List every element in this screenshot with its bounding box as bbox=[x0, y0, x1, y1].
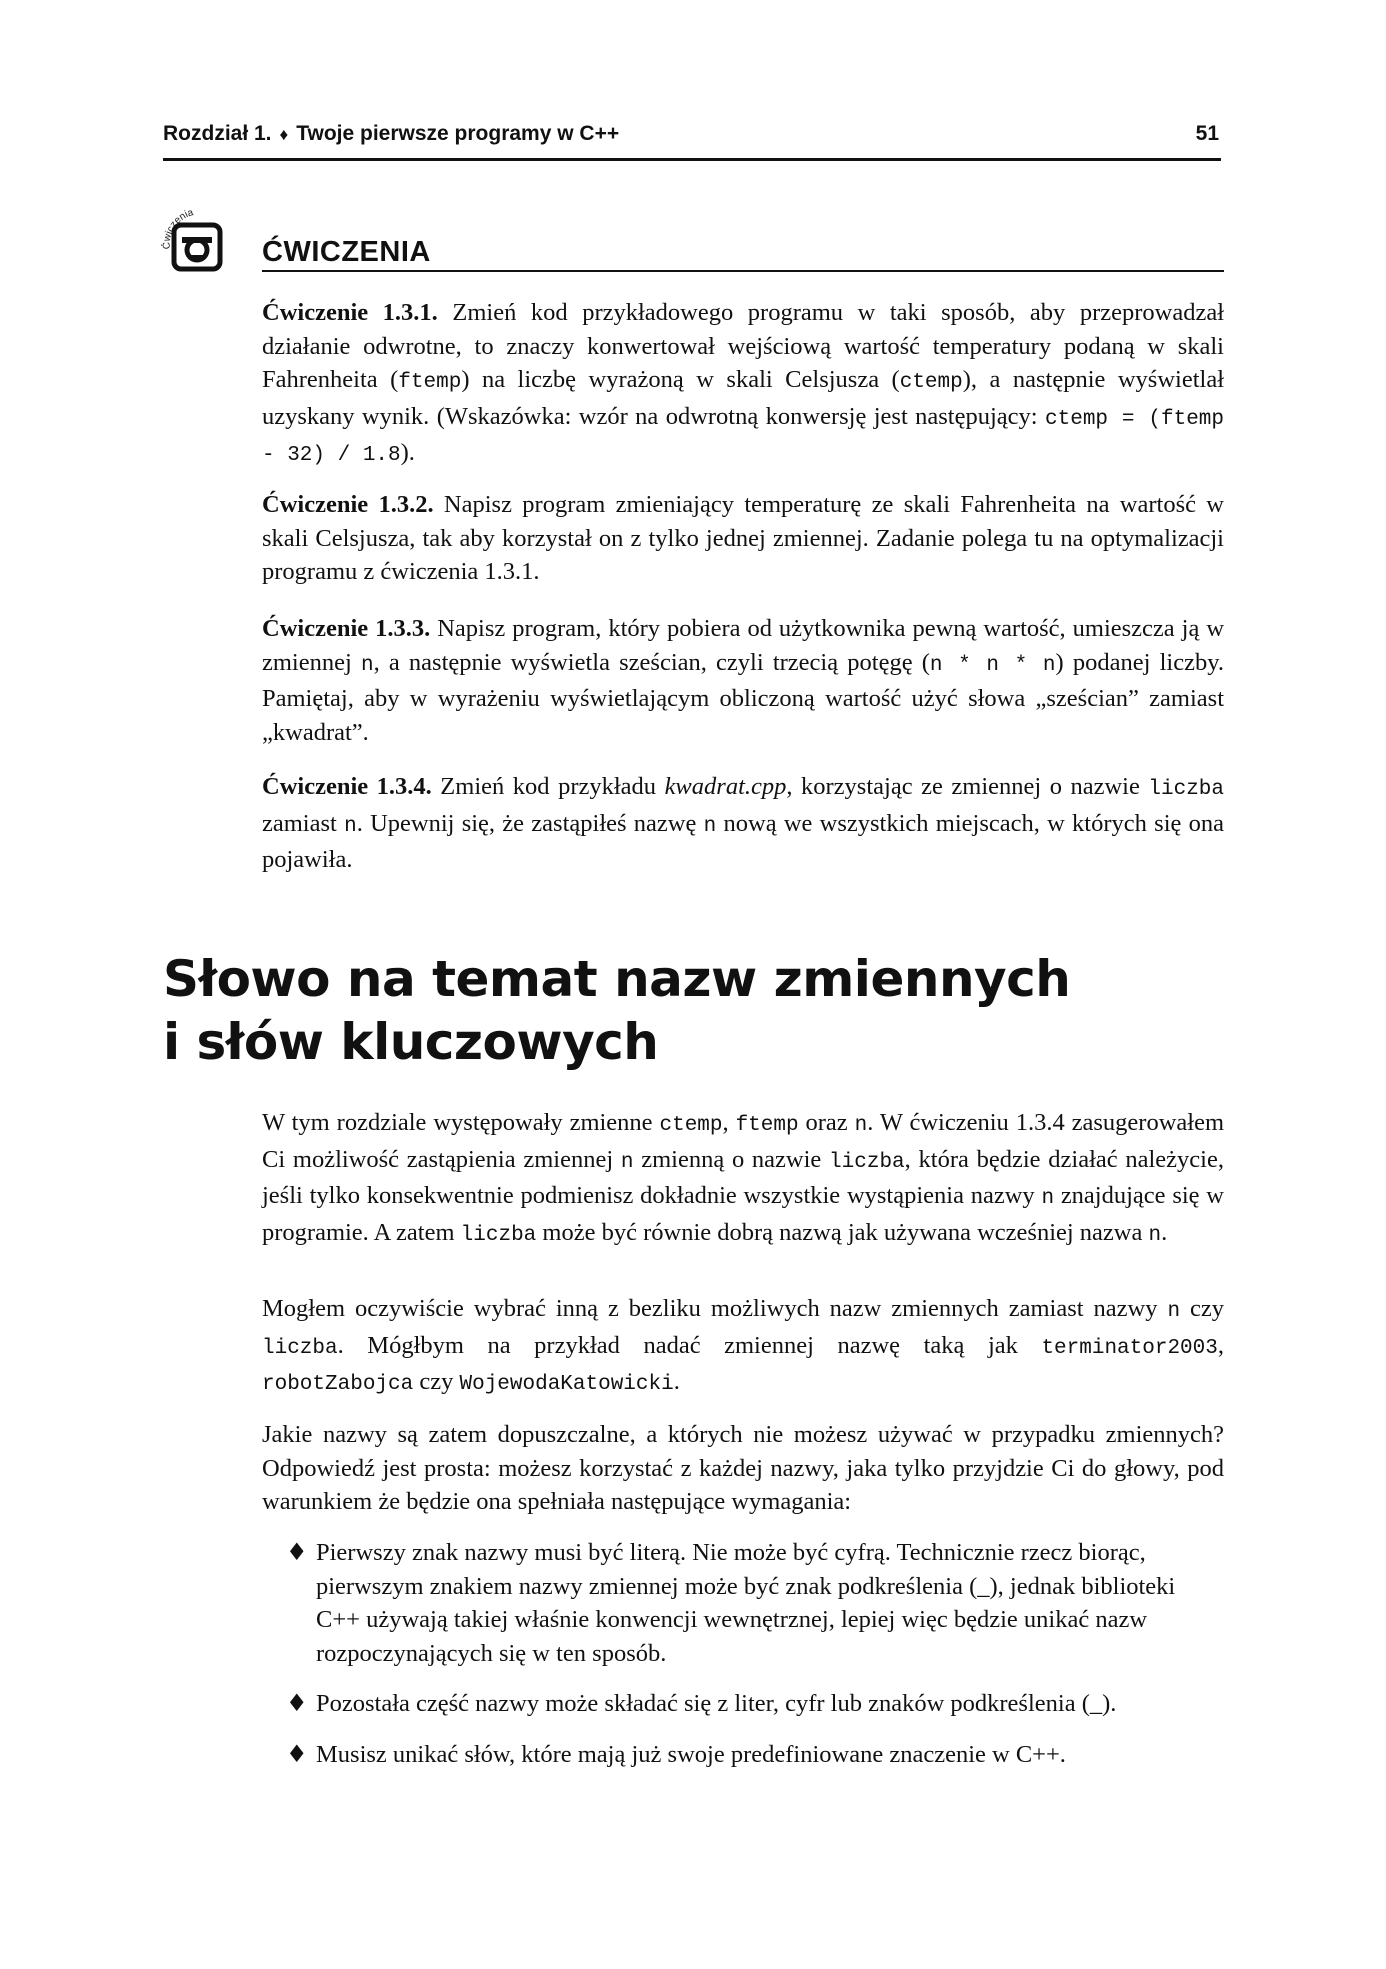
code-inline: n * n * n bbox=[929, 653, 1056, 677]
filename-italic: kwadrat.cpp bbox=[664, 773, 787, 800]
diamond-bullet-icon: ♦ bbox=[286, 1538, 308, 1566]
running-header bbox=[163, 118, 1221, 161]
list-item-text: Musisz unikać słów, które mają już swoje predefiniowane znaczenie w C++. bbox=[316, 1740, 1066, 1768]
code-inline: liczba bbox=[1148, 778, 1225, 801]
code-inline: n bbox=[1148, 1223, 1162, 1247]
paragraph-text: W tym rozdziale występowały zmienne bbox=[262, 1109, 660, 1136]
code-inline: terminator2003 bbox=[1041, 1336, 1218, 1360]
exercise-text: . Upewnij się, że zastąpiłeś nazwę bbox=[356, 809, 704, 837]
paragraph-3 bbox=[262, 1418, 1224, 1519]
diamond-icon: ♦ bbox=[279, 125, 289, 144]
list-item-text: Pozostała część nazwy może składać się z liter, cyfr lub znaków podkreślenia (_). bbox=[316, 1690, 1117, 1717]
diamond-bullet-icon: ♦ bbox=[286, 1689, 308, 1717]
exercise-text: Zmień kod przykładowego programu w taki sposób, aby przeprowadzał działanie odwrotne, to znaczy konwertował wejściową wartość temperatury podaną w skali Fahrenheita ( bbox=[262, 299, 1225, 393]
exercise-1-3-4 bbox=[262, 770, 1224, 877]
section-heading bbox=[163, 948, 1223, 1074]
paragraph-text: . bbox=[673, 1368, 680, 1395]
code-inline: n bbox=[854, 1114, 868, 1137]
exercise-1-3-1 bbox=[262, 296, 1224, 473]
paragraph-text: , bbox=[722, 1109, 736, 1136]
exercise-text: , a następnie wyświetla sześcian, czyli trzecią potęgę ( bbox=[373, 648, 930, 676]
code-inline: ctemp bbox=[899, 371, 963, 394]
code-inline: WojewodaKatowicki bbox=[459, 1373, 674, 1396]
code-inline: n bbox=[344, 814, 357, 838]
paragraph-text: , która będzie działać należycie, jeśli tylko konsekwentnie podmienisz dokładnie wszystkie wystąpienia nazwy bbox=[262, 1145, 1224, 1209]
paragraph-text: . W ćwiczeniu 1.3.4 zasugerowałem Ci możliwość zastąpienia zmiennej bbox=[262, 1109, 1224, 1173]
code-inline: n bbox=[1167, 1300, 1181, 1323]
exercise-text: Napisz program, który pobiera od użytkownika pewną wartość, umieszcza ją w zmiennej bbox=[262, 615, 1225, 676]
exercise-text: ) podanej liczby. Pamiętaj, aby w wyrażeniu wyświetlającym obliczoną wartość użyć słowa „sześcian” zamiast „kwadrat”. bbox=[262, 648, 1224, 746]
exercise-label: Ćwiczenie 1.3.1. bbox=[262, 299, 438, 326]
list-item-text: Pierwszy znak nazwy musi być literą. Nie może być cyfrą. Technicznie rzecz biorąc, pierwszym znakiem nazwy zmiennej może być znak podkreślenia (_), jednak biblioteki C++ używają takiej właśnie konwencji wewnętrznej, lepiej więc będzie unikać nazw rozpoczynających się w ten sposób. bbox=[316, 1539, 1176, 1667]
exercises-heading bbox=[262, 236, 1224, 272]
code-inline: ftemp bbox=[398, 371, 462, 394]
code-inline: liczba bbox=[829, 1150, 905, 1174]
code-inline: robotZabojca bbox=[262, 1373, 414, 1396]
code-inline: n bbox=[703, 814, 717, 838]
paragraph-text: czy bbox=[1180, 1295, 1224, 1322]
chapter-number: Rozdział 1. bbox=[163, 122, 272, 145]
exercise-label: Ćwiczenie 1.3.4. bbox=[262, 773, 432, 800]
list-item bbox=[286, 1687, 1206, 1721]
exercise-1-3-2 bbox=[262, 488, 1224, 589]
diamond-bullet-icon: ♦ bbox=[286, 1739, 308, 1768]
paragraph-text: . Mógłbym na przykład nadać zmiennej nazwę taką jak bbox=[337, 1331, 1042, 1359]
code-inline: liczba bbox=[262, 1336, 338, 1360]
exercise-text: ), a następnie wyświetlał uzyskany wynik. (Wskazówka: wzór na odwrotną konwersję jest następujący: bbox=[262, 366, 1225, 430]
code-inline: ctemp = (ftemp - 32) / 1.8 bbox=[262, 407, 1224, 467]
exercise-text: nową we wszystkich miejscach, w których się ona pojawiła. bbox=[262, 809, 1225, 873]
list-item bbox=[286, 1738, 1206, 1772]
exercise-text: ). bbox=[400, 439, 415, 466]
chapter-title bbox=[163, 122, 619, 146]
exercise-1-3-3 bbox=[262, 612, 1224, 749]
paragraph-text: znajdujące się w programie. A zatem bbox=[262, 1182, 1224, 1246]
paragraph-text: Mogłem oczywiście wybrać inną z bezliku możliwych nazw zmiennych zamiast nazwy bbox=[262, 1295, 1168, 1322]
code-inline: n bbox=[620, 1150, 634, 1174]
code-inline: liczba bbox=[460, 1223, 537, 1247]
paragraph-text: . bbox=[1161, 1218, 1168, 1246]
exercise-text: Zmień kod przykładu bbox=[431, 773, 665, 800]
requirements-list bbox=[286, 1536, 1206, 1788]
exercise-label: Ćwiczenie 1.3.2. bbox=[262, 491, 434, 518]
paragraph-text: Jakie nazwy są zatem dopuszczalne, a których nie możesz używać w przypadku zmiennych? Odpowiedź jest prosta: możesz korzystać z każdej nazwy, jaka tylko przyjdzie Ci do głowy, pod warunkiem że będzie ona spełniała następujące wymagania: bbox=[262, 1421, 1224, 1515]
code-inline: ctemp bbox=[659, 1114, 723, 1137]
section-heading-line-2: i słów kluczowych bbox=[163, 1013, 659, 1071]
section-heading-line-1: Słowo na temat nazw zmiennych bbox=[163, 950, 1071, 1008]
paragraph-text: zmienną o nazwie bbox=[633, 1145, 830, 1173]
exercise-text: zamiast bbox=[262, 809, 345, 837]
exercise-label: Ćwiczenie 1.3.3. bbox=[262, 615, 431, 642]
page-number: 51 bbox=[1195, 122, 1219, 145]
exercise-text: ) na liczbę wyrażoną w skali Celsjusza ( bbox=[461, 366, 900, 393]
chapter-name: Twoje pierwsze programy w C++ bbox=[296, 122, 620, 145]
paragraph-text: czy bbox=[413, 1368, 460, 1395]
code-inline: ftemp bbox=[735, 1114, 799, 1137]
paragraph-2 bbox=[262, 1292, 1224, 1402]
exercises-icon-label: Ćwiczenia bbox=[161, 207, 195, 250]
paragraph-1 bbox=[262, 1106, 1224, 1252]
paragraph-text: oraz bbox=[798, 1109, 855, 1136]
exercise-text: , korzystając ze zmiennej o nazwie bbox=[786, 773, 1149, 800]
exercises-heading-text: ĆWICZENIA bbox=[262, 236, 431, 268]
list-item bbox=[286, 1536, 1206, 1670]
exercises-icon bbox=[160, 197, 250, 279]
paragraph-text: może być równie dobrą nazwą jak używana wcześniej nazwa bbox=[536, 1218, 1149, 1246]
exercise-text: Napisz program zmieniający temperaturę ze skali Fahrenheita na wartość w skali Celsjusza, tak aby korzystał on z tylko jednej zmiennej. Zadanie polega tu na optymalizacji programu z ćwiczenia 1.3.1. bbox=[262, 491, 1225, 585]
code-inline: n bbox=[360, 653, 374, 677]
code-inline: n bbox=[1041, 1187, 1055, 1210]
paragraph-text: , bbox=[1217, 1331, 1224, 1359]
